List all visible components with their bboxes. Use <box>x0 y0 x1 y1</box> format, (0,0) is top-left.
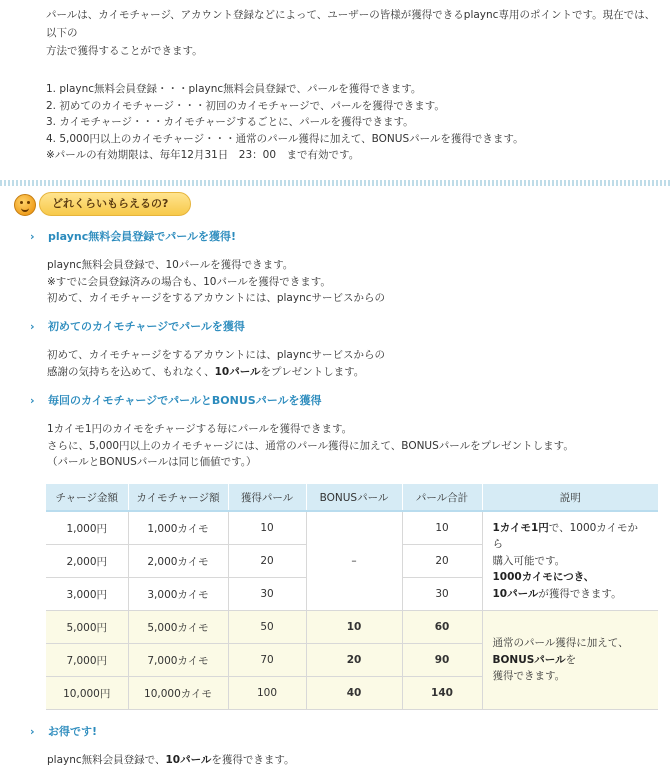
cell: 1,000カイモ <box>128 511 228 545</box>
section-title: 初めてのカイモチャージでパールを獲得 <box>48 320 245 333</box>
bonus-cell: – <box>306 511 402 611</box>
body-line: 初めて、カイモチャージをするアカウントには、playncサービスからの <box>47 292 386 304</box>
body-line: ※すでに会員登録済みの場合も、10パールを獲得できます。 <box>47 275 331 288</box>
cell: 10,000円 <box>46 677 128 710</box>
cell: 10 <box>402 511 482 545</box>
section-title: plaync無料会員登録でパールを獲得! <box>48 230 237 243</box>
rule-item: 1. plaync無料会員登録・・・plaync無料会員登録で、パールを獲得できます。 <box>46 83 422 95</box>
text-part: を獲得できます。 <box>211 754 295 766</box>
text-part: plaync無料会員登録で、 <box>47 754 166 766</box>
cell: 2,000カイモ <box>128 545 228 578</box>
section-title: 毎回のカイモチャージでパールとBONUSパールを獲得 <box>48 394 322 407</box>
table-row <box>46 511 658 545</box>
rules-list <box>46 81 524 164</box>
intro-line: 方法で獲得することができます。 <box>46 45 203 57</box>
body-line: plaync無料会員登録で、10パールを獲得できます。 <box>47 259 294 271</box>
section-heading-first-charge <box>30 319 245 335</box>
body-line: 初めて、カイモチャージをするアカウントには、playncサービスからの <box>47 349 386 361</box>
text-part: が獲得できます。 <box>538 587 622 600</box>
column-header: BONUSパール <box>306 484 402 511</box>
section-heading-registration <box>30 229 236 245</box>
cell: 100 <box>228 677 306 710</box>
column-header: 獲得パール <box>228 484 306 511</box>
cell: 20 <box>402 545 482 578</box>
table-header-row <box>46 484 658 511</box>
chevron-right-icon: › <box>30 230 35 243</box>
cell: 20 <box>228 545 306 578</box>
cell: 70 <box>228 644 306 677</box>
cell: 3,000カイモ <box>128 578 228 611</box>
cell: 50 <box>228 611 306 644</box>
section-body-first-charge <box>47 347 385 380</box>
highlight: BONUSパール <box>492 653 566 666</box>
smiley-icon <box>14 194 36 216</box>
text-part: 通常のパール獲得に加えて、 <box>492 637 629 650</box>
cell: 1,000円 <box>46 511 128 545</box>
body-line <box>47 752 295 769</box>
column-header: 説明 <box>482 484 658 511</box>
cell: 30 <box>228 578 306 611</box>
cell: 10 <box>306 611 402 644</box>
chevron-right-icon: › <box>30 394 35 407</box>
cell: 5,000円 <box>46 611 128 644</box>
cell: 10 <box>228 511 306 545</box>
footer-text <box>47 752 295 769</box>
cell: 5,000カイモ <box>128 611 228 644</box>
cell: 7,000カイモ <box>128 644 228 677</box>
section-body-every-charge <box>47 421 574 471</box>
text-part: 獲得できます。 <box>492 670 566 683</box>
cell: 2,000円 <box>46 545 128 578</box>
section-body-registration <box>47 257 385 307</box>
table-row <box>46 611 658 644</box>
cell: 140 <box>402 677 482 710</box>
description-cell <box>482 511 658 611</box>
intro-line: パールは、カイモチャージ、アカウント登録などによって、ユーザーの皆様が獲得できるplaync専用のポイントです。現在では、以下の <box>46 9 656 39</box>
text-part: をプレゼントします。 <box>260 365 365 378</box>
cell: 7,000円 <box>46 644 128 677</box>
pearl-table <box>46 484 658 710</box>
text-part: で、1000カイモから <box>492 521 638 551</box>
badge-label: どれくらいもらえるの? <box>39 192 191 216</box>
highlight: 10パール <box>492 587 539 600</box>
column-header: カイモチャージ額 <box>128 484 228 511</box>
cell: 10,000カイモ <box>128 677 228 710</box>
chevron-right-icon: › <box>30 725 35 738</box>
body-line: さらに、5,000円以上のカイモチャージには、通常のパール獲得に加えて、BONUSパールをプレゼントします。 <box>47 439 574 452</box>
highlight: 10パール <box>165 754 212 766</box>
rule-item: 2. 初めてのカイモチャージ・・・初回のカイモチャージで、パールを獲得できます。 <box>46 99 445 112</box>
text-part: を <box>565 653 577 666</box>
rule-item: 3. カイモチャージ・・・カイモチャージするごとに、パールを獲得できます。 <box>46 116 414 128</box>
text-part: 購入可能です。 <box>492 554 566 567</box>
section-heading-every-charge <box>30 393 321 409</box>
section-heading-deal <box>30 724 97 740</box>
column-header: チャージ金額 <box>46 484 128 511</box>
rule-item: 4. 5,000円以上のカイモチャージ・・・通常のパール獲得に加えて、BONUSパールを獲得できます。 <box>46 132 524 145</box>
highlight: 1カイモ1円 <box>492 521 549 534</box>
highlight: 10パール <box>214 365 261 378</box>
intro-text <box>46 6 656 60</box>
column-header: パール合計 <box>402 484 482 511</box>
chevron-right-icon: › <box>30 320 35 333</box>
cell: 60 <box>402 611 482 644</box>
text-part: 感謝の気持ちを込めて、もれなく、 <box>47 365 215 378</box>
cell: 20 <box>306 644 402 677</box>
dotted-divider <box>0 180 670 186</box>
body-line: 1カイモ1円のカイモをチャージする毎にパールを獲得できます。 <box>47 423 353 435</box>
rule-note: ※パールの有効期限は、毎年12月31日 23：00 まで有効です。 <box>46 149 360 161</box>
cell: 30 <box>402 578 482 611</box>
body-line <box>47 364 385 381</box>
cell: 40 <box>306 677 402 710</box>
cell: 3,000円 <box>46 578 128 611</box>
section-title: お得です! <box>48 725 98 738</box>
description-cell <box>482 611 658 710</box>
highlight: 1000カイモにつき、 <box>492 571 595 584</box>
body-line: （パールとBONUSパールは同じ価値です。） <box>47 456 257 468</box>
cell: 90 <box>402 644 482 677</box>
